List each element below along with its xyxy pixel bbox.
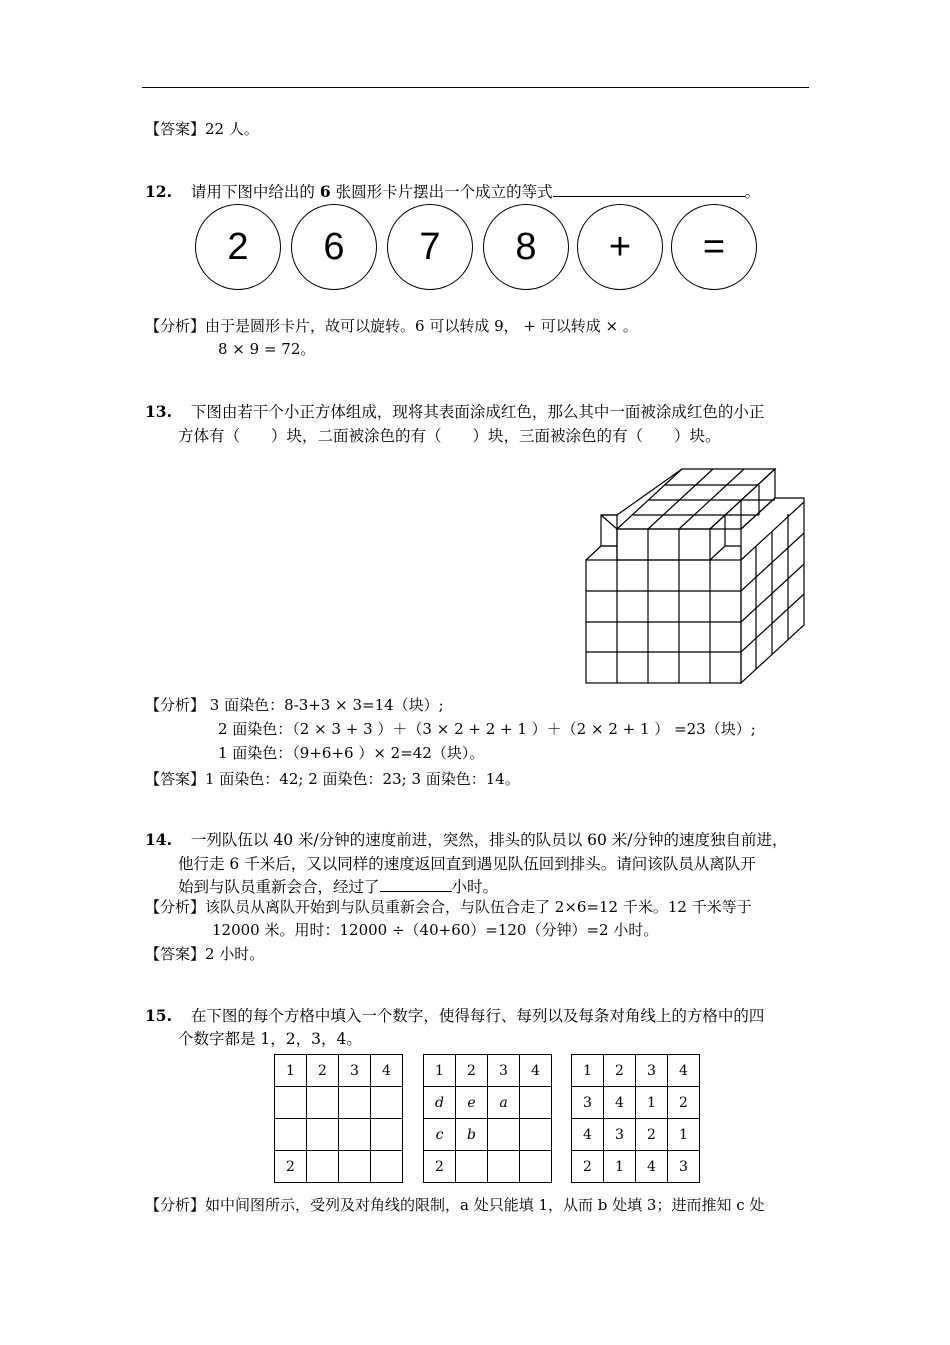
grid-cell: 1 — [636, 1087, 668, 1119]
question-14-line2: 他行走 6 千米后，又以同样的速度返回直到遇见队伍回到排头。请问该队员从离队开 — [178, 855, 756, 873]
question-15: 15. 在下图的每个方格中填入一个数字，使得每行、每列以及每条对角线上的方格中的四 — [145, 1006, 765, 1025]
card: + — [577, 204, 663, 290]
answer-blank[interactable] — [380, 891, 452, 892]
grid-cell: 3 — [636, 1055, 668, 1087]
grid-cell: 2 — [424, 1151, 456, 1183]
grid-cell: 3 — [488, 1055, 520, 1087]
grid-right — [571, 1054, 700, 1183]
grid-cell — [275, 1119, 307, 1151]
grid-cell: 1 — [604, 1151, 636, 1183]
grid-left — [274, 1054, 403, 1183]
grid-cell: b — [456, 1119, 488, 1151]
grid-cell — [371, 1151, 403, 1183]
grid-cell: 1 — [424, 1055, 456, 1087]
analysis-14: 【分析】该队员从离队开始到与队员重新会合，与队伍合走了 2×6=12 千米。12 千米等于 — [145, 898, 752, 916]
answer-11: 【答案】22 人。 — [145, 120, 259, 138]
question-14-line3: 始到与队员重新会合，经过了 小时。 — [178, 878, 499, 896]
grid-cell: 2 — [668, 1087, 700, 1119]
grid-cell — [307, 1151, 339, 1183]
grid-cell — [307, 1087, 339, 1119]
analysis-13: 【分析】 3 面染色：8-3+3 × 3=14（块）; — [145, 696, 444, 714]
grid-cell — [339, 1119, 371, 1151]
answer-13: 【答案】1 面染色：42; 2 面染色：23; 3 面染色：14。 — [145, 770, 520, 788]
grid-cell: c — [424, 1119, 456, 1151]
grid-cell — [520, 1151, 552, 1183]
grid-cell — [456, 1151, 488, 1183]
grid-cell: 2 — [572, 1151, 604, 1183]
answer-14: 【答案】2 小时。 — [145, 945, 265, 963]
grid-cell: 4 — [520, 1055, 552, 1087]
answer-blank[interactable] — [553, 196, 745, 197]
question-13-line2: 方体有（ ）块，二面被涂色的有（ ）块，三面被涂色的有（ ）块。 — [178, 427, 721, 445]
grid-cell — [520, 1119, 552, 1151]
question-13: 13. 下图由若干个小正方体组成，现将其表面涂成红色，那么其中一面被涂成红色的小正 — [145, 402, 765, 421]
grid-cell: 3 — [604, 1119, 636, 1151]
card: 8 — [483, 204, 569, 290]
grid-cell: 1 — [275, 1055, 307, 1087]
analysis-15: 【分析】如中间图所示，受列及对角线的限制，a 处只能填 1，从而 b 处填 3；进而推知 c 处 — [145, 1196, 765, 1214]
grid-cell — [488, 1119, 520, 1151]
grid-cell: e — [456, 1087, 488, 1119]
analysis-14-line2: 12000 米。用时：12000 ÷（40+60）=120（分钟）=2 小时。 — [212, 921, 659, 939]
grid-cell: 2 — [307, 1055, 339, 1087]
grid-cell: 3 — [668, 1151, 700, 1183]
grid-cell — [339, 1151, 371, 1183]
grid-cell — [488, 1151, 520, 1183]
analysis-13-line3: 1 面染色：（9+6+6 ）× 2=42（块）。 — [218, 744, 485, 762]
grid-cell: 4 — [604, 1087, 636, 1119]
question-14: 14. 一列队伍以 40 米/分钟的速度前进，突然，排头的队员以 60 米/分钟的速度独自前进， — [145, 830, 788, 849]
card-row — [195, 204, 760, 292]
card: 7 — [387, 204, 473, 290]
grid-cell: a — [488, 1087, 520, 1119]
grid-cell: 4 — [668, 1055, 700, 1087]
grid-cell: 4 — [636, 1151, 668, 1183]
grid-cell: 4 — [572, 1119, 604, 1151]
grid-cell — [339, 1087, 371, 1119]
question-12: 12. 请用下图中给出的 6 张圆形卡片摆出一个成立的等式 。 — [145, 182, 761, 201]
cube-figure — [585, 468, 805, 684]
grid-cell: d — [424, 1087, 456, 1119]
grid-cell — [520, 1087, 552, 1119]
grid-cell — [371, 1087, 403, 1119]
grid-cell: 3 — [339, 1055, 371, 1087]
question-15-line2: 个数字都是 1，2，3，4。 — [178, 1030, 362, 1048]
analysis-12: 【分析】由于是圆形卡片，故可以旋转。6 可以转成 9， + 可以转成 × 。 — [145, 317, 638, 335]
card: = — [671, 204, 757, 290]
grid-cell: 1 — [572, 1055, 604, 1087]
analysis-13-line2: 2 面染色：（2 × 3 + 3 ）＋（3 × 2 + 2 + 1 ）＋（2 × 2 + 1 ） =23（块）; — [218, 720, 756, 738]
grid-cell — [275, 1087, 307, 1119]
grid-cell: 2 — [636, 1119, 668, 1151]
grid-cell: 2 — [604, 1055, 636, 1087]
question-number: 12. — [145, 182, 172, 201]
grid-cell: 1 — [668, 1119, 700, 1151]
header-rule — [142, 87, 809, 88]
grid-cell: 2 — [456, 1055, 488, 1087]
grid-cell: 4 — [371, 1055, 403, 1087]
card: 2 — [195, 204, 281, 290]
grid-cell — [307, 1119, 339, 1151]
grid-middle — [423, 1054, 552, 1183]
grid-cell — [371, 1119, 403, 1151]
grid-cell: 3 — [572, 1087, 604, 1119]
analysis-12-line2: 8 × 9 = 72。 — [218, 340, 316, 358]
card: 6 — [291, 204, 377, 290]
grid-cell: 2 — [275, 1151, 307, 1183]
